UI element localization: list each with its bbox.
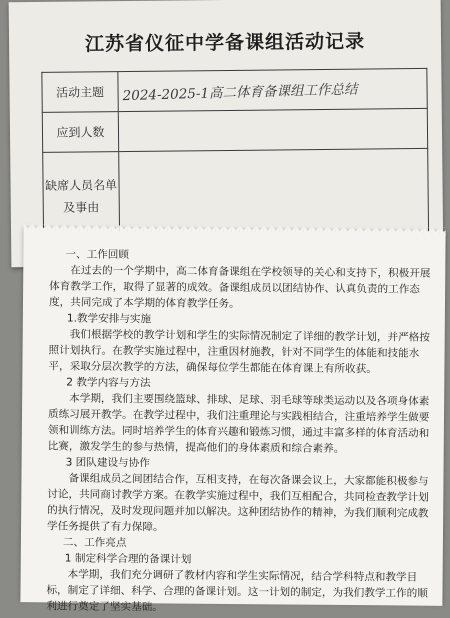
summary-sheet	[20, 230, 445, 614]
section-heading-highlights: 二、工作亮点	[62, 536, 127, 550]
section-heading-review: 一、工作回顾	[65, 248, 130, 262]
subheading-teaching-content: 2 教学内容与方法	[66, 376, 151, 390]
paragraph-teaching-content: 本学期，我们主要围绕篮球、排球、足球、羽毛球等球类运动以及各项身体素质练习展开教学。在教学过程中，我们注重理论与实践相结合，注重培养学生做要领和训练方法。同时培养学生的体育兴趣和锻炼习惯，通过丰富多样的体育活动和比赛，激发学生的参与热情，提高他们的身体素质和综合素养。	[47, 392, 430, 455]
section-review-intro: 在过去的一个学期中，高二体育备课组在学校领导的关心和支持下，积极开展体育教学工作，取得了显著的成效。备课组成员以团结协作、认真负责的工作态度，共同完成了本学期的体育教学任务。	[48, 264, 431, 311]
topic-value-cell	[118, 68, 427, 111]
subheading-teaching-arrangement: 1.教学安排与实施	[66, 312, 152, 326]
subheading-team-building: 3 团队建设与协作	[65, 456, 150, 470]
record-form-table	[41, 68, 429, 241]
paragraph-teaching-arrangement: 我们根据学校的教学计划和学生的实际情况制定了详细的教学计划，并严格按照计划执行。在教学实施过程中，注重因材施教，针对不同学生的体能和技能水平，采取分层次教学的方法，确保每位学生都能在体育课上有所收获。	[48, 328, 430, 376]
attendance-label: 应到人数	[56, 124, 105, 140]
absentees-label-line1: 缺席人员名单	[44, 177, 118, 193]
form-row-attendance	[42, 108, 427, 152]
paragraph-team-building: 备课组成员之间团结合作，互相支持，在每次备课会议上，大家都能积极参与讨论，共同商讨教学方案。在教学实施过程中，我们互相配合，共同检查教学计划的执行情况，及时发现问题并加以解决。这种团结协作的精神，为我们顺利完成教学任务提供了有力保障。	[46, 472, 429, 534]
absentees-label-line2: 及事由	[63, 199, 100, 215]
attendance-value-cell	[118, 108, 427, 151]
subheading-lesson-plan: 1 制定科学合理的备课计划	[64, 552, 192, 566]
form-row-topic	[42, 68, 427, 112]
topic-handwritten-value: 2024-2025-1高二体育备课组工作总结	[122, 81, 358, 104]
paragraph-lesson-plan: 本学期，我们充分调研了教材内容和学生实际情况，结合学科特点和教学目标，制定了详细、科学、合理的备课计划。这一计划的制定，为我们教学工作的顺利进行奠定了坚实基础。	[46, 568, 428, 614]
page-title: 江苏省仪征中学备课组活动记录	[84, 30, 366, 56]
topic-label: 活动主题	[55, 84, 105, 100]
topic-label-cell	[42, 72, 118, 113]
attendance-label-cell	[42, 112, 118, 153]
